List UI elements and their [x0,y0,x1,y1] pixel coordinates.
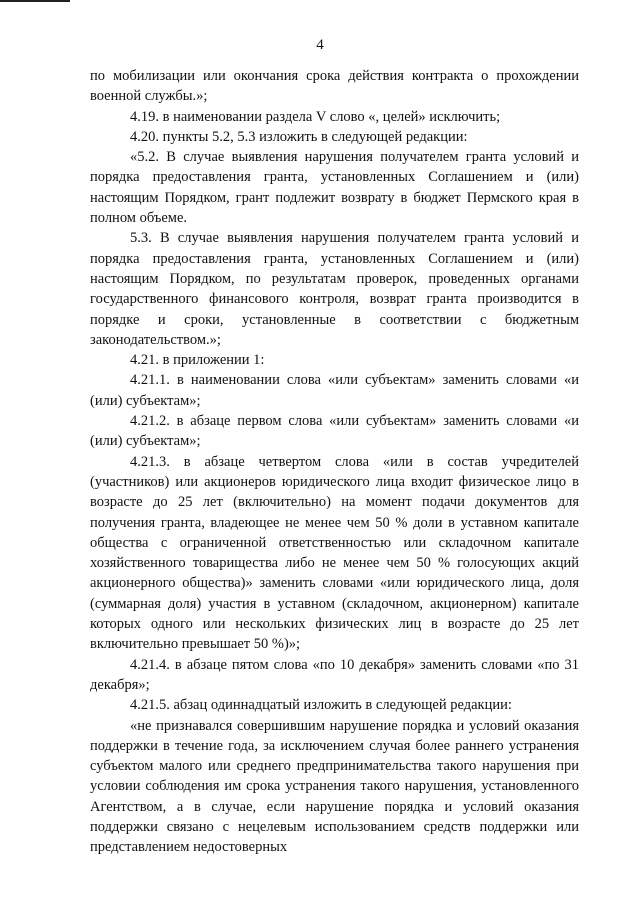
paragraph-11: 4.21.5. абзац одиннадцатый изложить в следующей редакции: [130,697,512,714]
paragraph-2: 4.19. в наименовании раздела V слово «, целей» исключить; [130,108,501,125]
paragraph-8: 4.21.2. в абзаце первом слова «или субъектам» заменить словами «и (или) субъектам»; [90,413,579,450]
paragraph-4: «5.2. В случае выявления нарушения получателем гранта условий и порядка предоставления гранта, установленных Соглашением и (или) настоящим Порядком, грант подлежит возврату в бюджет Пермского края в полном объеме. [90,149,579,227]
paragraph-1: по мобилизации или окончания срока действия контракта о прохождении военной службы.»; [90,68,579,105]
page-number: 4 [316,37,324,53]
paragraph-9: 4.21.3. в абзаце четвертом слова «или в состав учредителей (участников) или акционеров юридического лица входит физическое лицо в возрасте до 25 лет (включительно) на момент подачи документов для получения гранта, владеющее не менее чем 50 % доли в уставном капитале общества с ограниченной ответственностью или складочном капитале хозяйственного товарищества либо не менее чем 50 % голосующих акций акционерного общества)» заменить словами «или юридического лица, доля (суммарная доля) участия в уставном (складочном, акционерном) капитале которых одного или нескольких физических лиц в возрасте до 25 лет включительно превышает 50 %)»; [90,453,579,653]
paragraph-7: 4.21.1. в наименовании слова «или субъектам» заменить словами «и (или) субъектам»; [90,372,579,409]
scan-edge-mark [0,0,70,2]
paragraph-6: 4.21. в приложении 1: [130,352,265,369]
paragraph-12: «не признавался совершившим нарушение порядка и условий оказания поддержки в течение года, за исключением случая более раннего устранения субъектом малого или среднего предпринимательства такого нарушения при условии соблюдения им срока устранения такого нарушения, установленного Агентством, а в случае, если нарушение порядка и условий оказания поддержки связано с нецелевым использованием средств поддержки или представлением недостоверных [90,717,579,856]
paragraph-5: 5.3. В случае выявления нарушения получателем гранта условий и порядка предоставления гранта, установленных Соглашением и (или) настоящим Порядком, по результатам проверок, проведенных органами государственного финансового контроля, возврат гранта производится в порядке и сроки, установленные в соответствии с бюджетным законодательством.»; [90,230,579,348]
paragraph-3: 4.20. пункты 5.2, 5.3 изложить в следующей редакции: [130,128,468,145]
paragraph-10: 4.21.4. в абзаце пятом слова «по 10 декабря» заменить словами «по 31 декабря»; [90,656,579,693]
document-body [90,66,579,858]
